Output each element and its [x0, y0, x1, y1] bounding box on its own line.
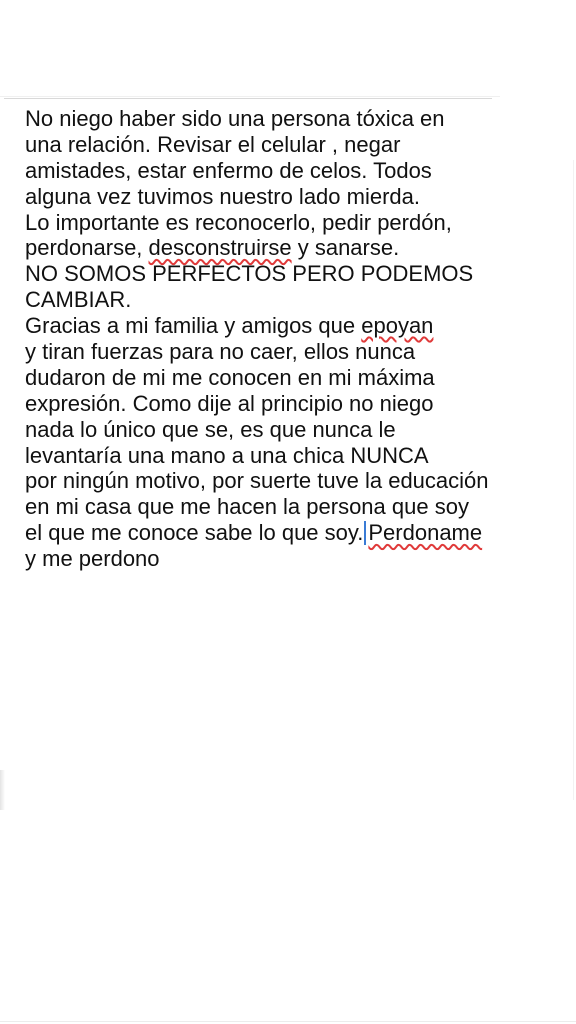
- text-line-18: [25, 546, 576, 572]
- text-segment: amistades, estar enfermo de celos. Todos: [25, 157, 432, 183]
- text-segment: en mi casa que me hacen la persona que soy: [25, 494, 469, 520]
- text-line-10: [25, 339, 576, 365]
- text-segment: nada lo único que se, es que nunca le: [25, 416, 396, 442]
- text-segment: por ningún motivo, por suerte tuve la educación: [25, 468, 489, 494]
- text-line-17: [25, 520, 576, 546]
- text-line-15: [25, 468, 576, 494]
- document-text-area[interactable]: [25, 106, 576, 572]
- text-line-2: [25, 132, 576, 158]
- misspelled-word[interactable]: desconstruirse: [148, 235, 292, 261]
- page-edge-top: [4, 98, 492, 99]
- page-edge-left: [0, 770, 5, 810]
- text-line-6: [25, 235, 576, 261]
- text-line-3: [25, 158, 576, 184]
- text-segment: perdonarse,: [25, 235, 149, 261]
- page-edge-top-faint: [0, 96, 500, 97]
- text-segment: y me perdono: [25, 546, 160, 572]
- text-cursor: [364, 521, 366, 545]
- text-line-5: [25, 210, 576, 236]
- text-line-7: [25, 261, 576, 287]
- text-line-13: [25, 417, 576, 443]
- misspelled-word[interactable]: Perdoname: [368, 520, 483, 546]
- text-line-14: [25, 443, 576, 469]
- misspelled-word[interactable]: epoyan: [361, 313, 434, 339]
- text-line-11: [25, 365, 576, 391]
- text-segment: levantaría una mano a una chica NUNCA: [25, 442, 429, 468]
- text-segment: el que me conoce sabe lo que soy.: [25, 520, 364, 546]
- text-segment: y tiran fuerzas para no caer, ellos nunca: [25, 339, 416, 365]
- text-line-16: [25, 494, 576, 520]
- text-segment: No niego haber sido una persona tóxica en: [25, 106, 445, 131]
- text-segment: expresión. Como dije al principio no niego: [25, 390, 434, 416]
- page-edge-bottom: [0, 1021, 576, 1022]
- text-segment: alguna vez tuvimos nuestro lado mierda.: [25, 183, 420, 209]
- text-line-1: [25, 106, 576, 132]
- text-segment: NO SOMOS PERFECTOS PERO PODEMOS: [25, 261, 474, 287]
- text-segment: Lo importante es reconocerlo, pedir perdón,: [25, 209, 452, 235]
- text-segment: una relación. Revisar el celular , negar: [25, 131, 401, 157]
- text-line-12: [25, 391, 576, 417]
- text-segment: Gracias a mi familia y amigos que: [25, 313, 362, 339]
- text-segment: CAMBIAR.: [25, 287, 132, 313]
- text-line-4: [25, 184, 576, 210]
- text-segment: y sanarse.: [291, 235, 400, 261]
- text-line-8: [25, 287, 576, 313]
- text-segment: dudaron de mi me conocen en mi máxima: [25, 364, 435, 390]
- text-line-9: [25, 313, 576, 339]
